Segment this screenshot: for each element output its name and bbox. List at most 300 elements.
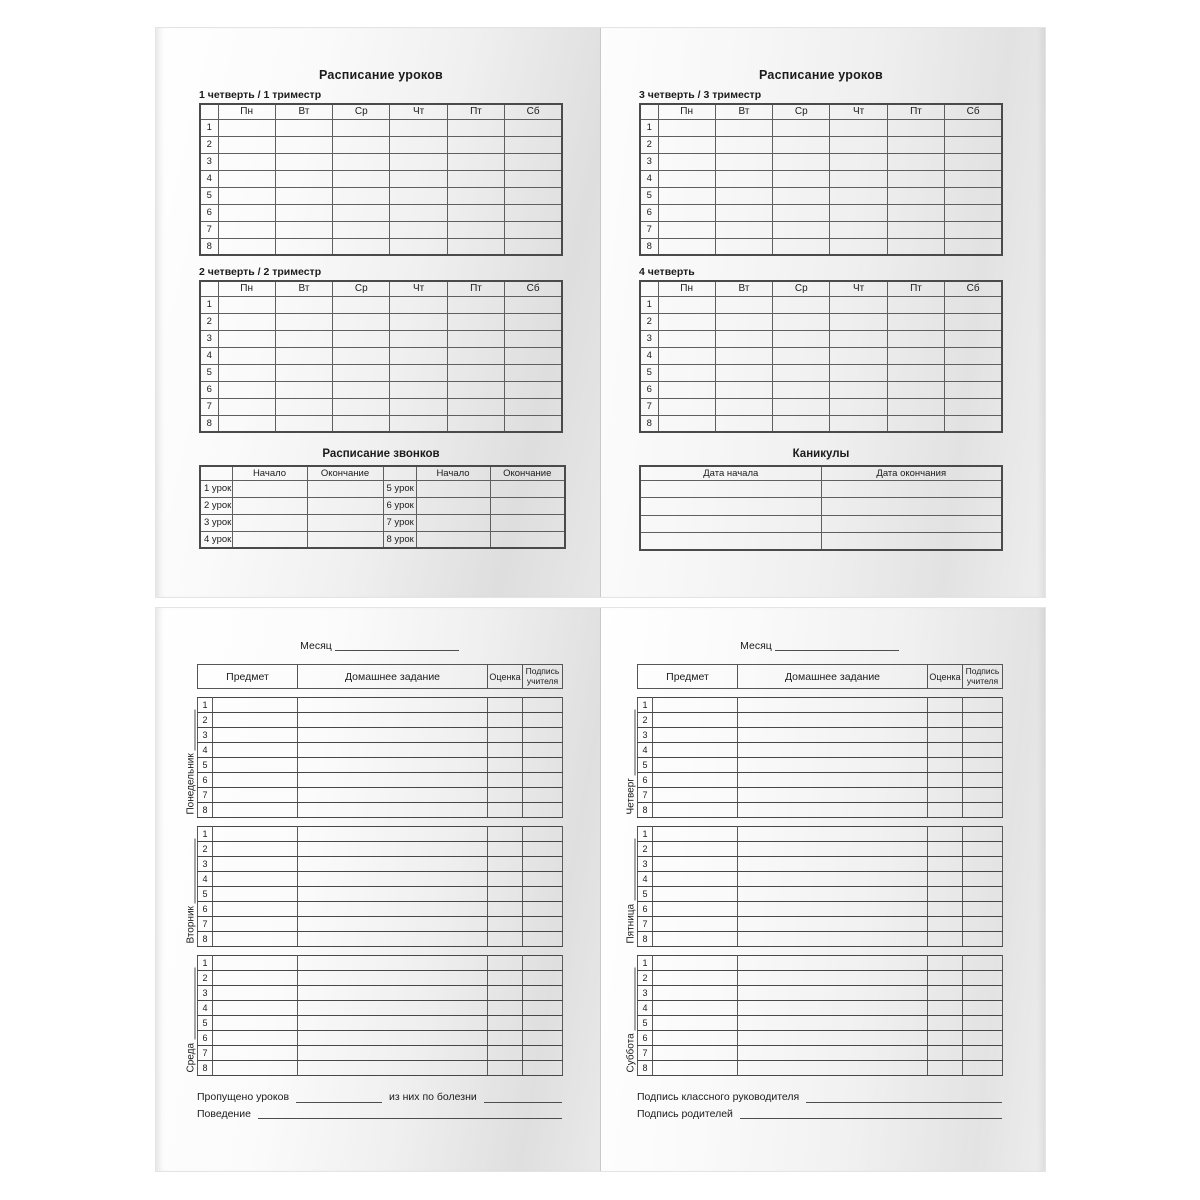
schedule-cell <box>830 381 887 398</box>
lesson-number-cell: 1 <box>198 827 213 842</box>
day-section-tuesday <box>185 826 562 947</box>
holidays-table <box>639 465 1003 551</box>
schedule-cell <box>830 330 887 347</box>
day-name: Пятница <box>625 903 637 944</box>
schedule-cell <box>945 381 1002 398</box>
weekday-header-cell: Сб <box>945 104 1002 119</box>
diary-row <box>638 857 1003 872</box>
lesson-number-cell: 7 <box>198 1046 213 1061</box>
grade-cell <box>488 842 523 857</box>
lesson-row <box>200 313 562 330</box>
lesson-number-cell: 4 <box>198 1001 213 1016</box>
diary-row <box>638 803 1003 818</box>
grade-cell <box>488 956 523 971</box>
signature-cell <box>523 743 563 758</box>
homework-cell <box>738 728 928 743</box>
lesson-number-cell: 3 <box>640 330 658 347</box>
signature-cell <box>963 956 1003 971</box>
schedule-cell <box>773 238 830 255</box>
lesson-number-cell: 7 <box>200 398 218 415</box>
schedule-cell <box>218 415 275 432</box>
schedule-cell <box>887 364 944 381</box>
homework-cell <box>298 1061 488 1076</box>
signature-cell <box>963 1001 1003 1016</box>
schedule-cell <box>390 398 447 415</box>
homework-cell <box>738 1061 928 1076</box>
lesson-number-cell: 5 <box>638 887 653 902</box>
homework-cell <box>738 887 928 902</box>
homework-cell <box>738 932 928 947</box>
schedule-cell <box>830 415 887 432</box>
schedule-cell <box>830 238 887 255</box>
corner-cell <box>640 281 658 296</box>
schedule-cell <box>715 296 772 313</box>
schedule-cell <box>773 381 830 398</box>
bells-cell <box>307 531 383 548</box>
lesson-number-cell: 7 <box>198 788 213 803</box>
homework-cell <box>738 1031 928 1046</box>
lesson-number-cell: 3 <box>638 986 653 1001</box>
diary-row <box>198 788 563 803</box>
subject-cell <box>213 1001 298 1016</box>
diary-row <box>638 1061 1003 1076</box>
schedule-cell <box>505 238 562 255</box>
behavior-label: Поведение <box>197 1107 251 1120</box>
subject-cell <box>653 932 738 947</box>
bells-end-header: Окончание <box>307 466 383 480</box>
schedule-cell <box>773 313 830 330</box>
signature-cell <box>523 1016 563 1031</box>
lesson-row <box>200 415 562 432</box>
grade-cell <box>488 1001 523 1016</box>
lesson-number-cell: 8 <box>198 932 213 947</box>
bells-cell <box>490 531 565 548</box>
schedule-cell <box>945 187 1002 204</box>
signature-cell <box>963 773 1003 788</box>
quarter-3-label: 3 четверть / 3 триместр <box>639 89 762 101</box>
grade-column-header: Оценка <box>488 665 523 689</box>
diary-row <box>198 827 563 842</box>
diary-row <box>638 1046 1003 1061</box>
day-table <box>197 697 563 818</box>
day-name: Суббота <box>625 1033 637 1073</box>
bells-lesson-label: 1 урок <box>200 480 232 497</box>
lesson-number-cell: 4 <box>638 872 653 887</box>
weekday-header-row <box>200 281 562 296</box>
holidays-header-row <box>640 466 1002 480</box>
schedule-cell <box>658 415 715 432</box>
signature-cell <box>963 1016 1003 1031</box>
weekday-header-cell: Вт <box>715 281 772 296</box>
holidays-cell <box>821 480 1002 498</box>
lesson-number-cell: 7 <box>640 398 658 415</box>
diary-row <box>198 887 563 902</box>
lesson-number-cell: 8 <box>200 415 218 432</box>
diary-row <box>198 956 563 971</box>
signature-cell <box>963 743 1003 758</box>
bells-title: Расписание звонков <box>322 448 440 460</box>
day-table <box>197 826 563 947</box>
signature-cell <box>523 857 563 872</box>
lesson-number-cell: 1 <box>198 698 213 713</box>
holidays-row <box>640 498 1002 516</box>
weekday-header-cell: Пн <box>218 104 275 119</box>
lesson-number-cell: 1 <box>640 296 658 313</box>
weekday-header-cell: Сб <box>945 281 1002 296</box>
grade-column-header: Оценка <box>928 665 963 689</box>
schedule-cell <box>333 313 390 330</box>
lesson-number-cell: 5 <box>198 758 213 773</box>
schedule-cell <box>275 221 332 238</box>
bells-lesson-label: 5 урок <box>383 480 416 497</box>
diary-row <box>638 1001 1003 1016</box>
lesson-number-cell: 4 <box>200 347 218 364</box>
day-label <box>184 839 198 944</box>
grade-cell <box>488 872 523 887</box>
lesson-row <box>640 330 1002 347</box>
lesson-number-cell: 5 <box>638 758 653 773</box>
teacher-signature-blank <box>806 1102 1002 1103</box>
bells-cell <box>307 514 383 531</box>
schedule-cell <box>275 313 332 330</box>
schedule-cell <box>773 398 830 415</box>
lesson-number-cell: 3 <box>638 857 653 872</box>
bells-lesson-label: 4 урок <box>200 531 232 548</box>
lesson-number-cell: 7 <box>200 221 218 238</box>
lesson-row <box>640 187 1002 204</box>
subject-cell <box>653 713 738 728</box>
schedule-cell <box>218 221 275 238</box>
signature-cell <box>523 917 563 932</box>
subject-cell <box>213 788 298 803</box>
schedule-cell <box>773 415 830 432</box>
schedule-cell <box>715 347 772 364</box>
lesson-number-cell: 4 <box>640 170 658 187</box>
schedule-cell <box>218 204 275 221</box>
subject-cell <box>653 1046 738 1061</box>
signature-cell <box>523 887 563 902</box>
lesson-number-cell: 5 <box>200 187 218 204</box>
subject-cell <box>213 1061 298 1076</box>
diary-row <box>638 698 1003 713</box>
diary-page-right <box>600 608 1045 1171</box>
schedule-cell <box>333 296 390 313</box>
schedule-cell <box>390 153 447 170</box>
bells-start-header: Начало <box>416 466 490 480</box>
lesson-number-cell: 3 <box>640 153 658 170</box>
lesson-number-cell: 5 <box>198 1016 213 1031</box>
schedule-cell <box>333 204 390 221</box>
schedule-cell <box>830 221 887 238</box>
diary-page-left <box>156 608 600 1171</box>
schedule-cell <box>887 381 944 398</box>
weekday-header-cell: Пт <box>887 281 944 296</box>
lesson-number-cell: 1 <box>200 119 218 136</box>
schedule-cell <box>218 296 275 313</box>
diary-row <box>198 932 563 947</box>
weekday-header-cell: Пн <box>658 104 715 119</box>
holidays-cell <box>640 533 821 551</box>
schedule-cell <box>505 313 562 330</box>
grade-cell <box>488 932 523 947</box>
subject-cell <box>653 857 738 872</box>
grade-cell <box>928 902 963 917</box>
schedule-cell <box>447 119 504 136</box>
grade-cell <box>488 1061 523 1076</box>
weekday-header-cell: Чт <box>390 104 447 119</box>
grade-cell <box>488 857 523 872</box>
subject-cell <box>213 827 298 842</box>
grade-cell <box>928 872 963 887</box>
lesson-row <box>200 330 562 347</box>
day-table <box>637 697 1003 818</box>
diary-row <box>638 788 1003 803</box>
bells-lesson-label: 3 урок <box>200 514 232 531</box>
schedule-cell <box>390 381 447 398</box>
diary-spread <box>155 607 1046 1172</box>
day-section-saturday <box>625 955 1002 1076</box>
lesson-row <box>200 364 562 381</box>
schedule-table-quarter-1 <box>199 103 563 256</box>
schedule-cell <box>715 381 772 398</box>
subject-cell <box>653 803 738 818</box>
weekday-header-cell: Пт <box>447 281 504 296</box>
bells-row <box>200 531 565 548</box>
schedule-cell <box>887 330 944 347</box>
missed-lessons-label: Пропущено уроков <box>197 1091 290 1103</box>
schedule-cell <box>333 415 390 432</box>
grade-cell <box>928 803 963 818</box>
schedule-cell <box>333 347 390 364</box>
schedule-cell <box>447 381 504 398</box>
homework-cell <box>298 932 488 947</box>
day-section-wednesday <box>185 955 562 1076</box>
schedule-cell <box>715 415 772 432</box>
schedule-cell <box>658 398 715 415</box>
signature-cell <box>963 1046 1003 1061</box>
day-name: Четверг <box>625 778 637 815</box>
schedule-cell <box>390 119 447 136</box>
schedule-cell <box>333 221 390 238</box>
teacher-signature-row <box>637 1089 1002 1106</box>
schedule-cell <box>945 238 1002 255</box>
corner-cell <box>640 104 658 119</box>
grade-cell <box>928 986 963 1001</box>
signature-cell <box>963 1031 1003 1046</box>
day-name: Вторник <box>185 906 197 944</box>
day-underline <box>195 968 196 1040</box>
schedule-cell <box>218 238 275 255</box>
lesson-number-cell: 7 <box>638 788 653 803</box>
grade-cell <box>928 788 963 803</box>
grade-cell <box>928 1031 963 1046</box>
month-label: Месяц <box>740 640 772 652</box>
schedule-cell <box>658 221 715 238</box>
subject-cell <box>653 728 738 743</box>
schedule-table-quarter-3 <box>639 103 1003 256</box>
parent-signature-blank <box>740 1118 1002 1119</box>
bells-lesson-label: 8 урок <box>383 531 416 548</box>
lesson-number-cell: 8 <box>638 803 653 818</box>
day-table <box>637 955 1003 1076</box>
homework-cell <box>738 788 928 803</box>
subject-cell <box>653 1001 738 1016</box>
diary-row <box>638 971 1003 986</box>
lesson-number-cell: 3 <box>198 857 213 872</box>
schedule-cell <box>715 119 772 136</box>
weekday-header-cell: Сб <box>505 104 562 119</box>
signature-cell <box>963 698 1003 713</box>
signature-cell <box>523 971 563 986</box>
holidays-cell <box>640 480 821 498</box>
subject-cell <box>653 1061 738 1076</box>
missed-lessons-blank <box>296 1102 382 1103</box>
diary-row <box>638 758 1003 773</box>
schedule-cell <box>945 347 1002 364</box>
signature-cell <box>523 902 563 917</box>
signature-cell <box>963 932 1003 947</box>
diary-row <box>198 1046 563 1061</box>
schedule-cell <box>773 330 830 347</box>
diary-header-row <box>638 665 1003 689</box>
homework-cell <box>738 857 928 872</box>
signature-cell <box>523 932 563 947</box>
schedule-cell <box>333 364 390 381</box>
schedule-cell <box>715 187 772 204</box>
schedule-table-quarter-2 <box>199 280 563 433</box>
homework-cell <box>298 758 488 773</box>
schedule-cell <box>773 119 830 136</box>
grade-cell <box>488 1031 523 1046</box>
signature-cell <box>963 758 1003 773</box>
diary-row <box>638 713 1003 728</box>
schedule-cell <box>945 170 1002 187</box>
lesson-number-cell: 2 <box>198 842 213 857</box>
lesson-number-cell: 5 <box>200 364 218 381</box>
homework-cell <box>738 1001 928 1016</box>
schedule-cell <box>505 119 562 136</box>
lesson-number-cell: 1 <box>638 827 653 842</box>
lesson-number-cell: 2 <box>638 713 653 728</box>
signature-cell <box>523 788 563 803</box>
schedule-cell <box>887 170 944 187</box>
lesson-row <box>200 187 562 204</box>
day-underline <box>635 968 636 1031</box>
homework-cell <box>298 857 488 872</box>
homework-cell <box>298 698 488 713</box>
bells-cell <box>416 497 490 514</box>
schedule-cell <box>658 296 715 313</box>
behavior-blank <box>258 1118 562 1119</box>
lesson-row <box>640 296 1002 313</box>
schedule-cell <box>658 330 715 347</box>
grade-cell <box>488 728 523 743</box>
schedule-cell <box>773 187 830 204</box>
weekday-header-cell: Чт <box>830 281 887 296</box>
signature-column-header: Подпись учителя <box>963 665 1003 689</box>
diary-row <box>638 1016 1003 1031</box>
signature-cell <box>963 842 1003 857</box>
quarter-1-label: 1 четверть / 1 триместр <box>199 89 322 101</box>
weekday-header-cell: Пт <box>887 104 944 119</box>
lesson-row <box>640 204 1002 221</box>
subject-cell <box>213 758 298 773</box>
schedule-cell <box>333 136 390 153</box>
grade-cell <box>488 788 523 803</box>
diary-row <box>198 758 563 773</box>
diary-row <box>638 773 1003 788</box>
holidays-cell <box>821 498 1002 516</box>
holidays-title: Каникулы <box>792 448 850 460</box>
holidays-row <box>640 480 1002 498</box>
schedule-cell <box>218 170 275 187</box>
subject-cell <box>653 827 738 842</box>
grade-cell <box>488 713 523 728</box>
diary-row <box>198 902 563 917</box>
subject-cell <box>653 956 738 971</box>
signature-cell <box>963 902 1003 917</box>
lesson-number-cell: 6 <box>198 773 213 788</box>
lesson-number-cell: 3 <box>200 153 218 170</box>
lesson-number-cell: 1 <box>200 296 218 313</box>
lesson-number-cell: 6 <box>198 902 213 917</box>
schedule-cell <box>333 238 390 255</box>
schedule-cell <box>218 330 275 347</box>
schedule-cell <box>390 313 447 330</box>
grade-cell <box>928 1046 963 1061</box>
lesson-row <box>640 221 1002 238</box>
signature-cell <box>963 917 1003 932</box>
schedule-cell <box>275 187 332 204</box>
schedule-cell <box>715 313 772 330</box>
day-underline <box>635 710 636 776</box>
homework-cell <box>298 773 488 788</box>
weekday-header-row <box>640 281 1002 296</box>
grade-cell <box>928 971 963 986</box>
page-title: Расписание уроков <box>319 68 443 82</box>
lesson-number-cell: 6 <box>638 1031 653 1046</box>
signature-cell <box>523 872 563 887</box>
schedule-cell <box>333 187 390 204</box>
lesson-number-cell: 6 <box>638 902 653 917</box>
lesson-number-cell: 1 <box>638 956 653 971</box>
schedule-cell <box>505 221 562 238</box>
schedule-cell <box>887 238 944 255</box>
signature-cell <box>963 887 1003 902</box>
signature-cell <box>523 758 563 773</box>
grade-cell <box>928 857 963 872</box>
subject-cell <box>213 932 298 947</box>
schedule-cell <box>773 136 830 153</box>
schedule-cell <box>218 313 275 330</box>
schedule-cell <box>830 398 887 415</box>
weekday-header-cell: Ср <box>773 281 830 296</box>
schedule-cell <box>390 187 447 204</box>
schedule-cell <box>773 347 830 364</box>
lesson-number-cell: 8 <box>640 415 658 432</box>
homework-cell <box>298 827 488 842</box>
lesson-row <box>640 347 1002 364</box>
schedule-cell <box>275 204 332 221</box>
corner-cell <box>200 466 232 480</box>
subject-cell <box>653 698 738 713</box>
homework-cell <box>298 971 488 986</box>
subject-cell <box>653 917 738 932</box>
homework-cell <box>298 1046 488 1061</box>
schedule-spread <box>155 27 1046 598</box>
schedule-cell <box>830 364 887 381</box>
day-label <box>184 710 198 815</box>
